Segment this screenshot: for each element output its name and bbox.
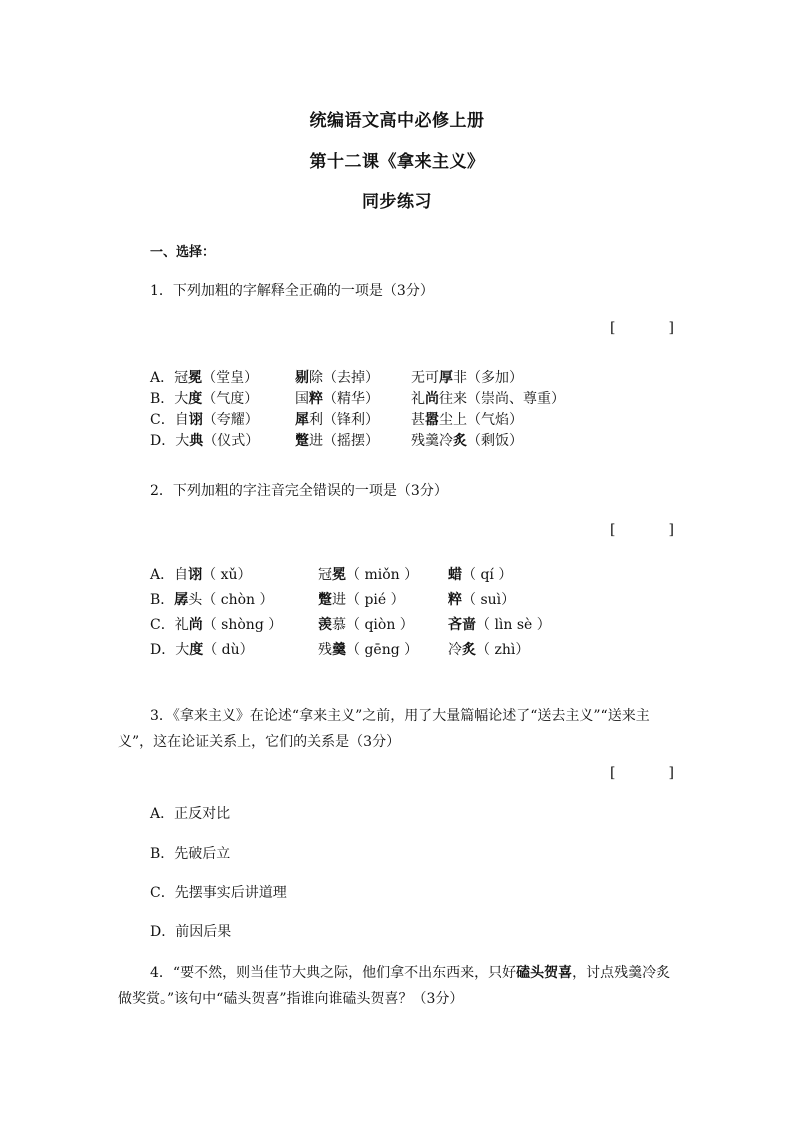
answer-bracket-2 <box>610 522 674 538</box>
exercise-title: 同步练习 <box>362 192 432 212</box>
answer-bracket-1 <box>610 320 674 336</box>
option-cell: C．礼尚（ shòng ） <box>150 617 283 633</box>
question-3-option-a: A．正反对比 <box>150 806 231 822</box>
option-cell: C．自诩（夸耀） <box>150 412 259 428</box>
bracket-close: ] <box>668 320 674 336</box>
option-cell: 蜡（ qí ） <box>448 567 513 583</box>
option-cell: 甚嚣尘上（气焰） <box>411 412 523 428</box>
option-cell: 国粹（精华） <box>295 391 379 407</box>
answer-bracket-3 <box>610 765 674 781</box>
bracket-close: ] <box>668 522 674 538</box>
option-cell: A．自诩（ xǔ） <box>150 567 252 583</box>
question-3-option-b: B．先破后立 <box>150 846 231 862</box>
option-cell: 粹（ suì） <box>448 592 516 608</box>
option-row <box>150 410 565 431</box>
document-title: 统编语文高中必修上册 <box>309 111 485 131</box>
question-2-options <box>150 563 551 663</box>
option-cell: 羡慕（ qiòn ） <box>318 617 414 633</box>
option-cell: A．冠冕（堂皇） <box>150 370 259 386</box>
question-1-stem: 1．下列加粗的字解释全正确的一项是（3分） <box>150 283 434 299</box>
bracket-close: ] <box>668 765 674 781</box>
question-3-option-c: C．先摆事实后讲道理 <box>150 885 287 901</box>
option-row <box>150 588 551 613</box>
option-row <box>150 638 551 663</box>
bracket-open: [ <box>610 522 616 538</box>
option-row <box>150 431 565 452</box>
option-cell: 礼尚往来（崇尚、尊重） <box>411 391 565 407</box>
lesson-title: 第十二课《拿来主义》 <box>309 152 485 172</box>
option-row <box>150 613 551 638</box>
bracket-open: [ <box>610 320 616 336</box>
option-cell: B．孱头（ chòn ） <box>150 592 274 608</box>
option-row <box>150 389 565 410</box>
option-cell: 无可厚非（多加） <box>411 370 523 386</box>
option-cell: 犀利（锋利） <box>295 412 379 428</box>
option-cell: 残羹（ gēng ） <box>318 642 419 658</box>
section-heading: 一、选择： <box>150 245 216 260</box>
bracket-open: [ <box>610 765 616 781</box>
option-cell: 剔除（去掉） <box>295 370 379 386</box>
option-cell: 残羹冷炙（剩饭） <box>411 433 523 449</box>
question-3-option-d: D．前因后果 <box>150 924 232 940</box>
option-cell: D．大度（ dù） <box>150 642 254 658</box>
question-1-options <box>150 368 565 452</box>
option-row <box>150 368 565 389</box>
option-row <box>150 563 551 588</box>
option-cell: 冠冕（ miǒn ） <box>318 567 419 583</box>
option-cell: 蹩进（ pié ） <box>318 592 405 608</box>
option-cell: D．大典（仪式） <box>150 433 260 449</box>
question-3-stem: 3．《拿来主义》在论述“拿来主义”之前，用了大量篇幅论述了“送去主义”“送来主义”，这在论证关系上，它们的关系是（3分） <box>118 708 650 750</box>
option-cell: B．大度（气度） <box>150 391 259 407</box>
question-2-stem: 2．下列加粗的字注音完全错误的一项是（3分） <box>150 483 448 499</box>
question-4-stem: 4．“要不然，则当佳节大典之际，他们拿不出东西来，只好磕头贺喜，讨点残羹冷炙做奖赏。”该句中“磕头贺喜”指谁向谁磕头贺喜？（3分） <box>118 965 671 1007</box>
option-cell: 冷炙（ zhì） <box>448 642 530 658</box>
option-cell: 蹩进（摇摆） <box>295 433 379 449</box>
option-cell: 吝啬（ lìn sè ） <box>448 617 551 633</box>
